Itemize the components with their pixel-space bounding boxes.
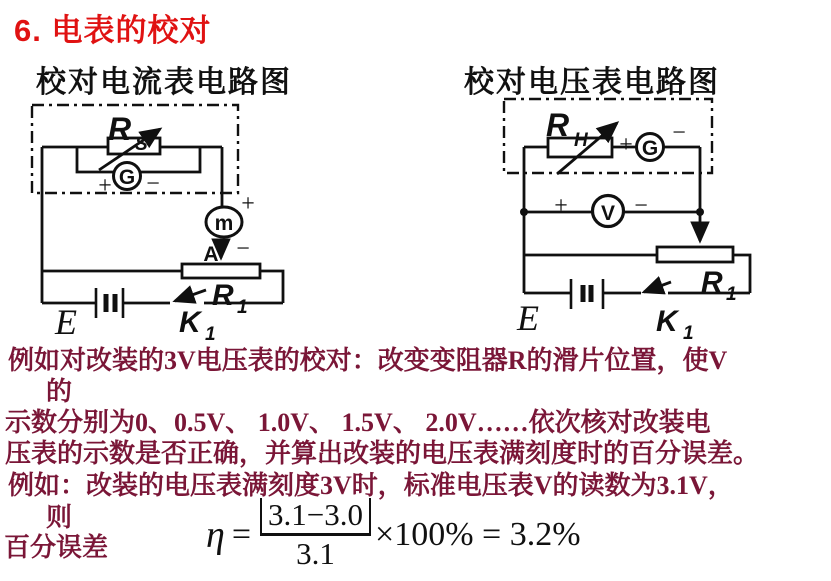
multiplier-label-sub: H [574,130,588,151]
rheostat-label-sub: 1 [726,284,737,305]
formula-fraction [260,498,371,571]
rheostat [657,247,733,262]
switch-blade [644,282,671,292]
left-figure-title: 校对电流表电路图 [36,66,292,99]
switch-label-sub: 1 [205,324,216,345]
body-line-5: 例如：改装的电压表满刻度3V时，标准电压表V的读数为3.1V， [8,471,734,500]
minus-sign: − [236,236,250,262]
body-line-3: 示数分别为0、0.5V、 1.0V、 1.5V、 2.0V……依次核对改装电 [5,408,711,437]
rheostat-label: R [212,279,234,312]
multiplier-label: R [546,107,570,143]
switch-blade [175,290,206,301]
formula-result: ×100% = 3.2% [375,516,581,553]
rheostat-label-sub: 1 [237,297,248,318]
minus-sign: − [146,171,160,197]
percent-error-formula [206,492,581,578]
minus-sign: − [672,120,686,146]
battery-label: E [55,302,77,342]
rheostat [182,264,260,278]
shunt-label: R [108,111,132,147]
plus-sign: + [554,193,568,219]
shunt-label-sub: S [135,134,148,155]
rheostat-label: R [701,266,723,299]
voltmeter-label: V [600,202,616,225]
formula-numerator: 3.1−3.0 [260,498,371,533]
milliammeter-label-a: A [203,243,219,266]
switch-label: K [656,305,678,338]
plus-sign: + [241,191,255,217]
galvanometer-label: G [641,137,659,160]
plus-sign: + [619,132,633,158]
page-title: 6. 电表的校对 [14,13,212,48]
body-line-1: 例如对改装的3V电压表的校对：改变变阻器R的滑片位置，使V [8,346,728,375]
body-line-4: 压表的示数是否正确，并算出改装的电压表满刻度时的百分误差。 [5,439,760,468]
body-line-2: 的 [46,377,73,406]
percent-error-label: 百分误差 [4,533,109,562]
ammeter-calibration-circuit [32,105,283,345]
switch-label: K [179,306,201,339]
formula-eta: η [206,514,225,556]
plus-sign: + [98,173,112,199]
body-line-6: 则 [46,503,73,532]
junction-dot [520,208,528,216]
minus-sign: − [634,193,648,219]
galvanometer-label: G [118,166,136,189]
switch-label-sub: 1 [683,323,694,344]
formula-equals: = [231,516,252,553]
battery-label: E [517,298,539,338]
junction-dot [696,208,704,216]
voltmeter-calibration-circuit [504,99,750,344]
milliammeter-label-m: m [214,212,234,235]
formula-denominator: 3.1 [260,533,371,572]
right-figure-title: 校对电压表电路图 [464,66,720,99]
wire [42,147,283,303]
